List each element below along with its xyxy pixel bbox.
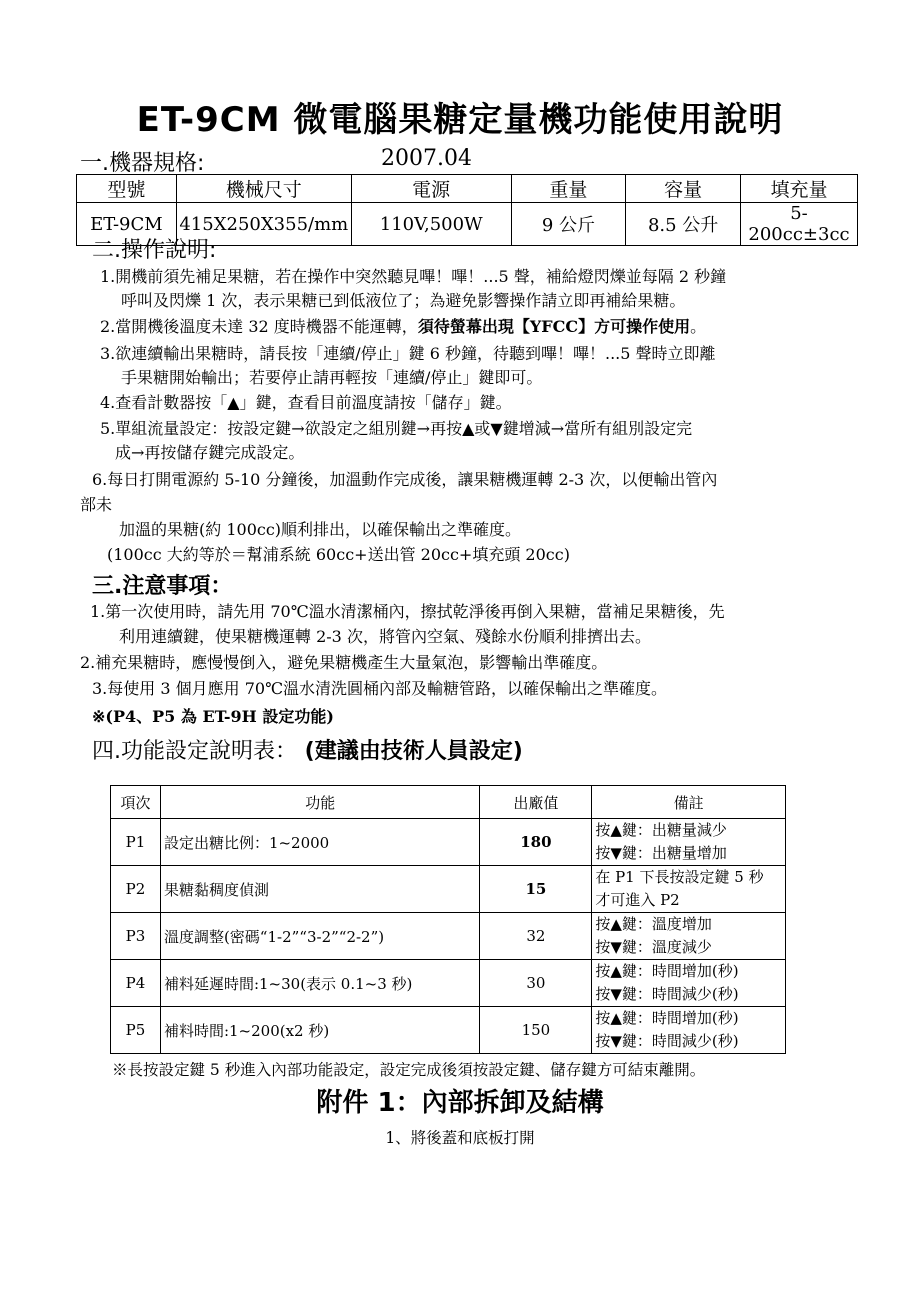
function-header-default: 出廠值 (480, 786, 592, 819)
appendix-title: 附件 1：內部拆卸及結構 (316, 1088, 604, 1118)
spec-value-capacity: 8.5 公升 (626, 203, 741, 246)
function-note-line: 按▼鍵：時間減少(秒) (595, 985, 739, 1003)
spec-header-capacity: 容量 (626, 175, 741, 203)
notice-line-1b: 利用連續鍵，使果糖機運轉 2-3 次，將管內空氣、殘餘水份順利排擠出去。 (119, 627, 651, 646)
table-row (111, 819, 786, 866)
section-4-heading (92, 734, 523, 765)
function-note-line: 按▲鍵：時間增加(秒) (595, 962, 739, 980)
operation-line-6c: 加溫的果糖(約 100cc)順利排出，以確保輸出之準確度。 (119, 520, 522, 539)
notice-line-2: 2.補充果糖時，應慢慢倒入，避免果糖機產生大量氣泡，影響輸出準確度。 (80, 653, 608, 672)
function-note (592, 913, 786, 960)
function-settings-table (110, 785, 786, 1054)
section-3-heading: 三.注意事項： (92, 574, 233, 599)
function-item: P5 (111, 1007, 161, 1054)
document-date: 2007.04 (381, 146, 472, 171)
function-note-line: 按▲鍵：出糖量減少 (595, 821, 727, 839)
operation-line-6b: 部未 (80, 495, 113, 514)
spec-header-weight: 重量 (511, 175, 626, 203)
section-2-heading: 二.操作說明: (92, 238, 217, 263)
operation-line-2-text: 2.當開機後溫度未達 32 度時機器不能運轉， (100, 317, 418, 336)
section-4-title: 四.功能設定說明表： (92, 739, 297, 764)
spec-header-fill: 填充量 (741, 175, 858, 203)
function-description: 設定出糖比例：1~2000 (160, 819, 480, 866)
function-note (592, 819, 786, 866)
function-default-value: 180 (480, 819, 592, 866)
spec-header-dimensions: 機械尺寸 (176, 175, 351, 203)
notice-line-3: 3.每使用 3 個月應用 70℃溫水清洗圓桶內部及輸糖管路，以確保輸出之準確度。 (92, 679, 667, 698)
spec-value-fill: 5-200cc±3cc (741, 203, 858, 246)
table-row (111, 913, 786, 960)
function-description: 溫度調整(密碼“1-2”“3-2”“2-2”) (160, 913, 480, 960)
spec-value-power: 110V,500W (351, 203, 511, 246)
operation-line-6d: (100cc 大約等於＝幫浦系統 60cc+送出管 20cc+填充頭 20cc) (107, 545, 570, 564)
operation-line-3: 3.欲連續輸出果糖時，請長按「連續/停止」鍵 6 秒鐘，待聽到嗶！嗶！...5 聲時立即離 (100, 344, 716, 363)
function-item: P2 (111, 866, 161, 913)
function-note-line: 按▼鍵：出糖量增加 (595, 844, 727, 862)
function-note-line: 按▼鍵：溫度減少 (595, 938, 712, 956)
function-item: P1 (111, 819, 161, 866)
table-row (111, 960, 786, 1007)
operation-line-2-end: 。 (690, 317, 707, 336)
function-default-value: 32 (480, 913, 592, 960)
table-row (111, 866, 786, 913)
function-note (592, 1007, 786, 1054)
operation-line-1b: 呼叫及閃爍 1 次，表示果糖已到低液位了；為避免影響操作請立即再補給果糖。 (121, 291, 686, 310)
operation-line-2 (100, 315, 706, 339)
function-header-function: 功能 (160, 786, 480, 819)
function-note (592, 960, 786, 1007)
spec-value-model: ET-9CM (77, 203, 177, 246)
appendix-step-1: 1、將後蓋和底板打開 (385, 1129, 535, 1147)
operation-line-2-emphasis: 須待螢幕出現【YFCC】方可操作使用 (417, 317, 691, 336)
operation-line-4: 4.查看計數器按「▲」鍵，查看目前溫度請按「儲存」鍵。 (100, 393, 512, 412)
function-default-value: 150 (480, 1007, 592, 1054)
function-note-line: 在 P1 下長按設定鍵 5 秒 (595, 868, 764, 886)
settings-footnote: ※長按設定鍵 5 秒進入內部功能設定，設定完成後須按設定鍵、儲存鍵方可結束離開。 (112, 1061, 706, 1079)
function-item: P4 (111, 960, 161, 1007)
function-header-note: 備註 (592, 786, 786, 819)
spec-header-model: 型號 (77, 175, 177, 203)
function-note-line: 按▼鍵：時間減少(秒) (595, 1032, 739, 1050)
operation-line-1: 1.開機前須先補足果糖，若在操作中突然聽見嗶！嗶！...5 聲，補給燈閃爍並每隔 2 秒鐘 (100, 267, 727, 286)
spec-value-weight: 9 公斤 (511, 203, 626, 246)
section-4-subtitle: (建議由技術人員設定) (304, 739, 523, 764)
notice-line-4: ※(P4、P5 為 ET-9H 設定功能) (92, 707, 334, 726)
function-note-line: 按▲鍵：溫度增加 (595, 915, 712, 933)
function-description: 補料時間:1~200(x2 秒) (160, 1007, 480, 1054)
spec-header-power: 電源 (351, 175, 511, 203)
function-description: 補料延遲時間:1~30(表示 0.1~3 秒) (160, 960, 480, 1007)
operation-line-3b: 手果糖開始輸出；若要停止請再輕按「連續/停止」鍵即可。 (121, 368, 543, 387)
function-note-line: 才可進入 P2 (595, 891, 680, 909)
function-header-item: 項次 (111, 786, 161, 819)
function-default-value: 15 (480, 866, 592, 913)
operation-line-5: 5.單組流量設定：按設定鍵→欲設定之組別鍵→再按▲或▼鍵增減→當所有組別設定完 (100, 419, 693, 438)
operation-line-6: 6.每日打開電源約 5-10 分鐘後，加溫動作完成後，讓果糖機運轉 2-3 次，以便輸出管內 (92, 470, 718, 489)
spec-table-header-row (77, 175, 858, 203)
function-default-value: 30 (480, 960, 592, 1007)
function-table-header-row (111, 786, 786, 819)
operation-line-5b: 成→再按儲存鍵完成設定。 (115, 443, 305, 462)
function-item: P3 (111, 913, 161, 960)
function-description: 果糖黏稠度偵測 (160, 866, 480, 913)
table-row (111, 1007, 786, 1054)
document-title: ET-9CM 微電腦果糖定量機功能使用說明 (136, 100, 784, 140)
function-note (592, 866, 786, 913)
section-1-heading: 一.機器規格: (80, 151, 205, 176)
function-note-line: 按▲鍵：時間增加(秒) (595, 1009, 739, 1027)
notice-line-1: 1.第一次使用時，請先用 70℃溫水清潔桶內，擦拭乾淨後再倒入果糖，當補足果糖後，先 (90, 602, 725, 621)
spec-value-dimensions: 415X250X355/mm (176, 203, 351, 246)
